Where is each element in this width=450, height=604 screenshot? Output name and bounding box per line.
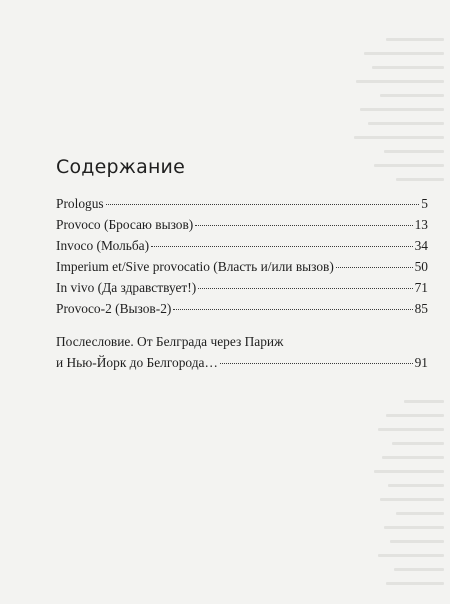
dot-leader — [336, 267, 413, 268]
dot-leader — [151, 246, 413, 247]
toc-entry-invoco[interactable] — [56, 235, 428, 256]
toc-entry-label: Imperium et/Sive provocatio (Власть и/или вызов) — [56, 259, 334, 274]
toc-entry-provoco-2[interactable] — [56, 298, 428, 319]
toc-entry-label: In vivo (Да здравствует!) — [56, 280, 197, 295]
table-of-contents — [56, 156, 428, 373]
toc-entry-provoco[interactable] — [56, 214, 428, 235]
toc-entry-label: Provoco (Бросаю вызов) — [56, 217, 194, 232]
toc-entry-prologus[interactable] — [56, 193, 428, 214]
dot-leader — [198, 288, 412, 289]
toc-entry-afterword[interactable] — [56, 331, 428, 373]
toc-entry-label-line2-row — [56, 352, 428, 373]
toc-entry-label: Provoco-2 (Вызов-2) — [56, 301, 172, 316]
dot-leader — [106, 204, 420, 205]
toc-entry-page: 91 — [414, 355, 428, 370]
dot-leader — [195, 225, 412, 226]
dot-leader — [220, 363, 413, 364]
toc-entry-page: 13 — [414, 217, 428, 232]
toc-entry-page: 71 — [414, 280, 428, 295]
toc-entry-label-line2: и Нью-Йорк до Белгорода… — [56, 355, 218, 370]
toc-entry-page: 5 — [421, 196, 428, 211]
toc-entry-list — [56, 193, 428, 319]
toc-entry-in-vivo[interactable] — [56, 277, 428, 298]
toc-entry-label: Invoco (Мольба) — [56, 238, 150, 253]
toc-entry-page: 85 — [414, 301, 428, 316]
toc-entry-page: 50 — [414, 259, 428, 274]
toc-entry-imperium[interactable] — [56, 256, 428, 277]
toc-title: Содержание — [56, 156, 185, 178]
toc-entry-label: Prologus — [56, 196, 104, 211]
toc-entry-label-line1: Послесловие. От Белграда через Париж — [56, 334, 284, 349]
dot-leader — [173, 309, 412, 310]
toc-entry-page: 34 — [414, 238, 428, 253]
